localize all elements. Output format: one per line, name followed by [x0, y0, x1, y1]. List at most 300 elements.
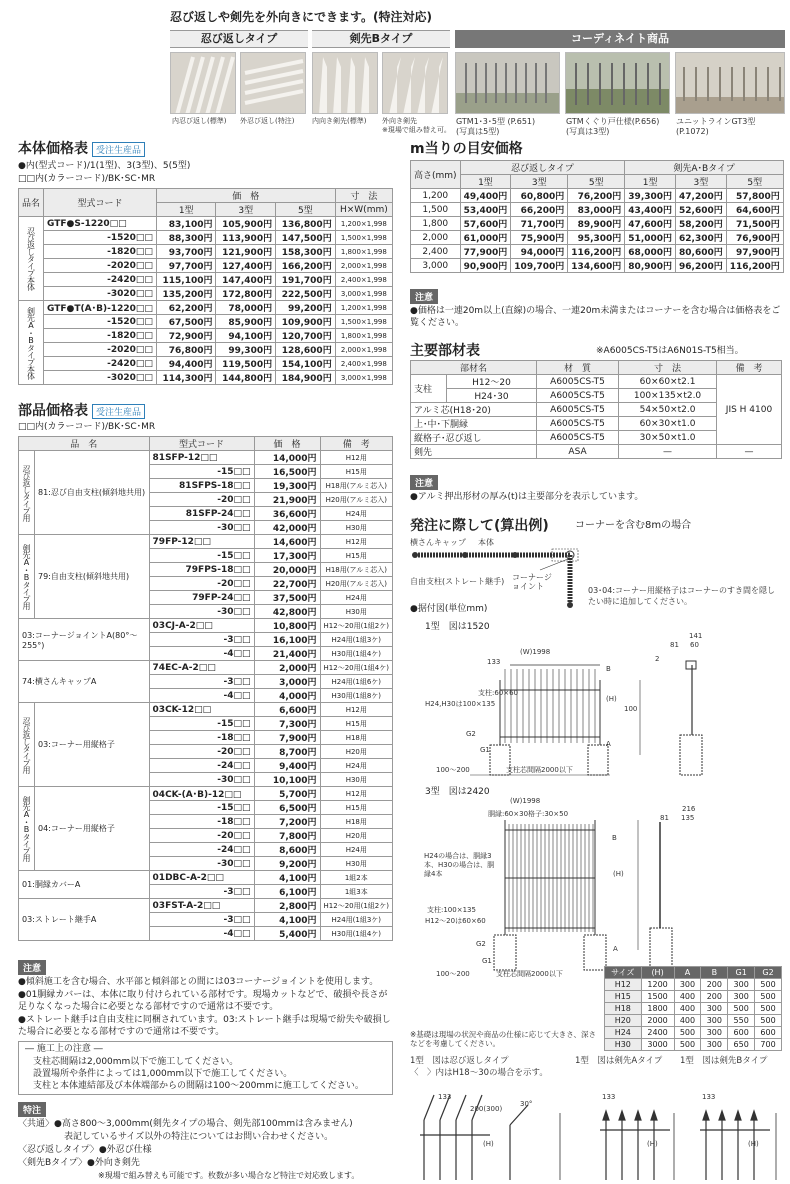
parts-model-code: -3□□ — [149, 633, 254, 647]
kensaki-b-type-heading: 剣先Bタイプ — [312, 30, 450, 48]
d1-141: 141 — [689, 632, 703, 640]
parts-price-row — [19, 451, 393, 465]
note-3: ●ストレート継手は自由支柱に同梱されています。03:ストレート継手は現場で紛失や破損した場合に必要となる部材ですので通常は不要です。 — [18, 1015, 391, 1037]
parts-model-code: -18□□ — [149, 731, 254, 745]
size-cell: 500 — [674, 1027, 701, 1039]
col-size: 寸 法 — [335, 189, 392, 203]
price-type3: 172,800円 — [216, 287, 276, 301]
parts-price: 6,600円 — [254, 703, 320, 717]
parts-note: H20用 — [320, 745, 392, 759]
size-cell: 400 — [674, 991, 701, 1003]
price-type5: 128,600円 — [276, 343, 336, 357]
parts-note: H12～20用(1組4ケ) — [320, 661, 392, 675]
body-price-row — [19, 231, 393, 245]
price-type1: 93,700円 — [156, 245, 216, 259]
size-cell: 300 — [701, 1003, 728, 1015]
model-code: GTF●S-1220□□ — [44, 217, 157, 231]
size-hw: 1,800×1,998 — [335, 329, 392, 343]
body-group-label: 忍び返しタイプ本体 — [19, 217, 44, 301]
size-hw: 1,200×1,998 — [335, 301, 392, 315]
size-cell: 300 — [701, 1015, 728, 1027]
meter-price: 76,900円 — [726, 231, 783, 245]
mat-part: アルミ芯(H18･20) — [411, 403, 537, 417]
meter-col-shinobi: 忍び返しタイプ — [460, 161, 625, 175]
parts-price-row — [19, 535, 393, 549]
parts-model-code: -30□□ — [149, 773, 254, 787]
price-type1: 72,900円 — [156, 329, 216, 343]
parts-model-code: -4□□ — [149, 689, 254, 703]
parts-price: 10,100円 — [254, 773, 320, 787]
mat-col-part: 部材名 — [411, 361, 537, 375]
size-hw: 2,400×1,998 — [335, 273, 392, 287]
body-price-row — [19, 273, 393, 287]
meter-note-head: 注意 — [410, 289, 438, 304]
parts-model-code: -4□□ — [149, 927, 254, 941]
meter-price: 97,900円 — [726, 245, 783, 259]
parts-note: H18用(アルミ芯入) — [320, 563, 392, 577]
size-cell: 500 — [755, 1015, 782, 1027]
label-cap: 横さんキャップ — [410, 538, 466, 547]
meter-col-s1: 1型 — [460, 175, 511, 189]
photo-inner-kensaki — [312, 52, 378, 114]
size-cell: 600 — [755, 1027, 782, 1039]
d3-b: B — [612, 834, 617, 842]
parts-side-label: 忍び返しタイプ用 — [19, 451, 35, 535]
model-code: -1520□□ — [44, 315, 157, 329]
meter-price-row — [411, 189, 784, 203]
body-price-row — [19, 315, 393, 329]
bottom-drawings — [410, 1085, 785, 1180]
price-type3: 78,000円 — [216, 301, 276, 315]
parts-model-code: 01DBC-A-2□□ — [149, 871, 254, 885]
parts-price: 20,000円 — [254, 563, 320, 577]
model-code: -1820□□ — [44, 329, 157, 343]
bottom-h3: (H) — [748, 1140, 759, 1148]
size-cell: 400 — [674, 1003, 701, 1015]
col-type3: 3型 — [216, 203, 276, 217]
parts-price-row — [19, 787, 393, 801]
parts-note: H30用(1組8ケ) — [320, 689, 392, 703]
model-code: -1820□□ — [44, 245, 157, 259]
meter-price: 61,000円 — [460, 231, 511, 245]
parts-model-code: -3□□ — [149, 913, 254, 927]
body-price-title-text: 本体価格表 — [18, 141, 88, 157]
meter-col-k5: 5型 — [726, 175, 783, 189]
col-price: 価 格 — [156, 189, 335, 203]
meter-price: 94,000円 — [511, 245, 568, 259]
special-head: 特注 — [18, 1102, 46, 1117]
parts-model-code: 79FP-12□□ — [149, 535, 254, 549]
body-legend-1: ●内(型式コード)/1(1型)、3(3型)、5(5型) — [18, 161, 191, 171]
meter-price: 57,800円 — [726, 189, 783, 203]
materials-remark: ※A6005CS-T5はA6N01S-T5相当。 — [596, 346, 744, 356]
parts-price: 37,500円 — [254, 591, 320, 605]
size-hw: 2,000×1,998 — [335, 259, 392, 273]
price-type5: 222,500円 — [276, 287, 336, 301]
meter-price: 68,000円 — [625, 245, 676, 259]
order-subtitle: コーナーを含む8mの場合 — [575, 520, 692, 531]
body-legend-2: □□内(カラーコード)/BK･SC･MR — [18, 174, 156, 184]
parts-note: H30用(1組4ケ) — [320, 927, 392, 941]
size-cell: 2400 — [641, 1027, 674, 1039]
body-price-row — [19, 245, 393, 259]
parts-price: 21,400円 — [254, 647, 320, 661]
meter-price: 75,900円 — [511, 231, 568, 245]
size-table — [604, 966, 782, 1051]
parts-price: 9,200円 — [254, 857, 320, 871]
parts-note: 1組2本 — [320, 871, 392, 885]
parts-group-name: 01:胴縁カバーA — [19, 871, 150, 899]
parts-side-label: 忍び返しタイプ用 — [19, 703, 35, 787]
parts-price: 36,600円 — [254, 507, 320, 521]
model-code: -3020□□ — [44, 287, 157, 301]
d3-note2: 格子:30×50 — [528, 810, 569, 818]
bottom-133-c: 133 — [702, 1093, 716, 1101]
parts-side-label: 剣先A・Bタイプ用 — [19, 787, 35, 871]
parts-model-code: -3□□ — [149, 675, 254, 689]
size-hw: 3,000×1,998 — [335, 287, 392, 301]
parts-price: 21,900円 — [254, 493, 320, 507]
d1-81: 81 — [670, 641, 679, 649]
caption-gtm: GTM1･3･5型 (P.651) — [456, 117, 536, 126]
meter-price-row — [411, 259, 784, 273]
parts-price: 7,300円 — [254, 717, 320, 731]
parts-note: H18用(アルミ芯入) — [320, 479, 392, 493]
label-corner-joint: コーナージョイント — [512, 573, 552, 591]
model-code: -2020□□ — [44, 259, 157, 273]
materials-row — [411, 375, 782, 389]
photo-inner-shinobi — [170, 52, 236, 114]
size-row — [605, 1015, 782, 1027]
d3-post: 支柱:100×135 — [427, 906, 476, 914]
construction-note-2: 設置場所や条件によっては1,000mm以下で施工してください。 — [33, 1069, 293, 1079]
meter-price: 39,300円 — [625, 189, 676, 203]
size-cell: 700 — [755, 1039, 782, 1051]
price-type5: 120,700円 — [276, 329, 336, 343]
mat-size: 100×135×t2.0 — [619, 389, 717, 403]
bottom-type3-title: 1型 図は剣先Bタイプ — [680, 1056, 768, 1066]
price-type3: 85,900円 — [216, 315, 276, 329]
meter-height: 2,400 — [411, 245, 461, 259]
d1-range: 100～200 — [436, 766, 470, 774]
price-type1: 94,400円 — [156, 357, 216, 371]
parts-price-row — [19, 871, 393, 885]
parts-price: 19,300円 — [254, 479, 320, 493]
meter-price: 43,400円 — [625, 203, 676, 217]
meter-price-row — [411, 231, 784, 245]
parts-group-name: 03:ストレート継手A — [19, 899, 150, 941]
parts-note: H12用 — [320, 535, 392, 549]
mat-size: 60×30×t1.0 — [619, 417, 717, 431]
parts-price-row — [19, 899, 393, 913]
special-4: 〈剣先Bタイプ〉●外向き剣先 — [18, 1158, 140, 1168]
parts-price-title — [18, 400, 145, 420]
size-row — [605, 979, 782, 991]
price-type1: 83,100円 — [156, 217, 216, 231]
materials-title: 主要部材表 — [410, 343, 480, 359]
size-cell: 600 — [728, 1027, 755, 1039]
mat-col-size: 寸 法 — [619, 361, 717, 375]
bottom-type1-title: 1型 図は忍び返しタイプ — [410, 1056, 509, 1066]
size-col-head: G1 — [728, 967, 755, 979]
parts-model-code: -15□□ — [149, 549, 254, 563]
price-type3: 105,900円 — [216, 217, 276, 231]
meter-col-kensaki: 剣先A･Bタイプ — [625, 161, 783, 175]
meter-height: 1,200 — [411, 189, 461, 203]
d3-135: 135 — [681, 814, 695, 822]
size-cell: 1500 — [641, 991, 674, 1003]
d3-post2: H12～20は60×60 — [425, 917, 486, 925]
parts-note: H20用 — [320, 829, 392, 843]
size-cell: 500 — [728, 1003, 755, 1015]
parts-group-name: 04:コーナー用縦格子 — [35, 787, 150, 871]
model-code: -2420□□ — [44, 273, 157, 287]
materials-row — [411, 445, 782, 459]
caption-unitline: ユニットラインGT3型 — [676, 117, 756, 126]
size-row — [605, 1003, 782, 1015]
size-cell: H20 — [605, 1015, 642, 1027]
parts-price: 4,100円 — [254, 871, 320, 885]
mat-material: A6005CS-T5 — [537, 417, 619, 431]
parts-note: H30用 — [320, 857, 392, 871]
size-hw: 2,400×1,998 — [335, 357, 392, 371]
mat-part: 上･中･下胴縁 — [411, 417, 537, 431]
col-type1: 1型 — [156, 203, 216, 217]
price-type3: 119,500円 — [216, 357, 276, 371]
parts-model-code: -15□□ — [149, 465, 254, 479]
drawing3-title: 3型 図は2420 — [425, 787, 490, 797]
d3-h: (H) — [613, 870, 624, 878]
d3-width: (W)1998 — [510, 797, 541, 805]
parts-model-code: -3□□ — [149, 885, 254, 899]
meter-height: 3,000 — [411, 259, 461, 273]
parts-note: H15用 — [320, 549, 392, 563]
mat-size: 54×50×t2.0 — [619, 403, 717, 417]
parts-price: 5,700円 — [254, 787, 320, 801]
parts-price-title-text: 部品価格表 — [18, 403, 88, 419]
meter-price-row — [411, 203, 784, 217]
d1-b: B — [606, 665, 611, 673]
size-cell: 2000 — [641, 1015, 674, 1027]
body-price-row — [19, 343, 393, 357]
d1-60: 60 — [690, 641, 699, 649]
parts-price: 42,000円 — [254, 521, 320, 535]
parts-note: H12用 — [320, 787, 392, 801]
size-row — [605, 1039, 782, 1051]
caption-unitline-sub: (P.1072) — [676, 127, 709, 136]
model-code: -1520□□ — [44, 231, 157, 245]
price-type1: 135,200円 — [156, 287, 216, 301]
caption-gtm-sub: (写真は5型) — [456, 127, 500, 136]
parts-price: 14,000円 — [254, 451, 320, 465]
bottom-133: 133 — [438, 1093, 452, 1101]
note-2: ●01胴縁カバーは、本体に取り付けられている部材です。現場カットなどで、破損や長さが足りなくなった場合に必要となる部材ですので通常は不要です。 — [18, 990, 388, 1012]
col-code: 型式コード — [44, 189, 157, 217]
foundation-note: ※基礎は現場の状況や商品の仕様に応じて大きさ、深さなどを考慮してください。 — [410, 1030, 596, 1048]
parts-price: 17,300円 — [254, 549, 320, 563]
mat-material: A6005CS-T5 — [537, 431, 619, 445]
d1-post2: H24,H30は100×135 — [425, 700, 496, 708]
materials-note: ●アルミ押出形材の厚み(t)は主要部分を表示しています。 — [410, 492, 644, 502]
note-1: ●傾斜施工を含む場合、水平部と傾斜部との間には03コーナージョイントを使用します。 — [18, 977, 379, 987]
parts-price-table — [18, 436, 393, 941]
size-cell: 500 — [755, 979, 782, 991]
bottom-type1-sub: 〈 〉内はH18～30の場合を示す。 — [410, 1068, 548, 1078]
shinobi-type-heading: 忍び返しタイプ — [170, 30, 308, 48]
mat-size: 60×60×t2.1 — [619, 375, 717, 389]
parts-price-row — [19, 703, 393, 717]
parts-model-code: 81SFPS-18□□ — [149, 479, 254, 493]
body-price-row — [19, 357, 393, 371]
parts-col-note: 備 考 — [320, 437, 392, 451]
meter-col-s3: 3型 — [511, 175, 568, 189]
meter-col-k3: 3型 — [676, 175, 727, 189]
parts-price: 9,400円 — [254, 759, 320, 773]
meter-col-s5: 5型 — [568, 175, 625, 189]
parts-price: 42,800円 — [254, 605, 320, 619]
construction-note-3: 支柱と本体連結部及び本体端部からの間隔は100～200mmに施工してください。 — [33, 1081, 364, 1091]
mat-part: 剣先 — [411, 445, 537, 459]
price-type3: 113,900円 — [216, 231, 276, 245]
parts-price: 2,800円 — [254, 899, 320, 913]
parts-note: H24用 — [320, 759, 392, 773]
parts-model-code: -24□□ — [149, 843, 254, 857]
meter-price: 52,600円 — [676, 203, 727, 217]
d3-g2: G2 — [476, 940, 486, 948]
order-title: 発注に際して(算出例) — [410, 518, 549, 534]
d3-range: 100～200 — [436, 970, 470, 978]
meter-price: 90,900円 — [460, 259, 511, 273]
price-type5: 109,900円 — [276, 315, 336, 329]
size-col-head: A — [674, 967, 701, 979]
mat-size: 30×50×t1.0 — [619, 431, 717, 445]
bottom-30deg: 30° — [520, 1100, 533, 1108]
price-type3: 99,300円 — [216, 343, 276, 357]
parts-col-code: 型式コード — [149, 437, 254, 451]
photo-gtm — [455, 52, 560, 114]
body-group-label: 剣先A・Bタイプ本体 — [19, 301, 44, 385]
price-type1: 62,200円 — [156, 301, 216, 315]
parts-price: 4,100円 — [254, 913, 320, 927]
col-hinmei: 品名 — [19, 189, 44, 217]
price-type5: 158,300円 — [276, 245, 336, 259]
d1-g2: G2 — [466, 730, 476, 738]
materials-note-head: 注意 — [410, 475, 438, 490]
parts-group-name: 79:自由支柱(傾斜地共用) — [35, 535, 150, 619]
d1-post: 支柱:60×60 — [478, 689, 519, 697]
size-cell: 400 — [674, 1015, 701, 1027]
construction-note-box — [18, 1041, 393, 1095]
d3-81: 81 — [660, 814, 669, 822]
parts-note: H15用 — [320, 465, 392, 479]
caption-outer-kensaki-note: ※現場で組み替え可。 — [382, 126, 451, 134]
meter-col-k1: 1型 — [625, 175, 676, 189]
parts-price: 3,000円 — [254, 675, 320, 689]
parts-model-code: 79FPS-18□□ — [149, 563, 254, 577]
meter-price: 51,000円 — [625, 231, 676, 245]
price-type5: 147,500円 — [276, 231, 336, 245]
size-hw: 3,000×1,998 — [335, 371, 392, 385]
parts-price: 4,000円 — [254, 689, 320, 703]
mat-material: A6005CS-T5 — [537, 389, 619, 403]
size-hw: 1,500×1,998 — [335, 315, 392, 329]
parts-note: H24用(1組6ケ) — [320, 675, 392, 689]
meter-price: 71,500円 — [726, 217, 783, 231]
d3-g1: G1 — [482, 957, 492, 965]
meter-price: 77,900円 — [460, 245, 511, 259]
meter-price: 66,200円 — [511, 203, 568, 217]
model-code: -2020□□ — [44, 343, 157, 357]
mat-material: A6005CS-T5 — [537, 375, 619, 389]
caption-inner-kensaki: 内向き剣先(標準) — [312, 117, 367, 125]
mat-material: A6005CS-T5 — [537, 403, 619, 417]
parts-note: H18用 — [320, 731, 392, 745]
meter-price: 58,200円 — [676, 217, 727, 231]
parts-model-code: 79FP-24□□ — [149, 591, 254, 605]
parts-model-code: -18□□ — [149, 815, 254, 829]
size-cell: H15 — [605, 991, 642, 1003]
body-price-title — [18, 138, 145, 158]
mat-part: 縦格子･忍び返し — [411, 431, 537, 445]
parts-model-code: -20□□ — [149, 829, 254, 843]
meter-price: 134,600円 — [568, 259, 625, 273]
mat-material: ASA — [537, 445, 619, 459]
mat-note: — — [717, 445, 782, 459]
parts-model-code: 04CK-(A･B)-12□□ — [149, 787, 254, 801]
meter-price: 80,600円 — [676, 245, 727, 259]
mat-sub: H12～20 — [447, 375, 537, 389]
size-hw: 1,800×1,998 — [335, 245, 392, 259]
body-price-row — [19, 259, 393, 273]
caption-outer-kensaki: 外向き剣先 — [382, 117, 417, 125]
photo-unitline — [675, 52, 785, 114]
parts-note: H12用 — [320, 703, 392, 717]
parts-group-name: 03:コーナー用縦格子 — [35, 703, 150, 787]
meter-price: 109,700円 — [511, 259, 568, 273]
mat-sub: H24･30 — [447, 389, 537, 403]
drawing-type3 — [410, 800, 785, 975]
parts-price: 6,500円 — [254, 801, 320, 815]
size-cell: H12 — [605, 979, 642, 991]
bottom-200: 200(300) — [470, 1105, 503, 1113]
meter-price: 89,900円 — [568, 217, 625, 231]
meter-price: 47,600円 — [625, 217, 676, 231]
meter-price: 71,700円 — [511, 217, 568, 231]
materials-table — [410, 360, 782, 459]
model-code: GTF●T(A･B)-1220□□ — [44, 301, 157, 315]
parts-price: 22,700円 — [254, 577, 320, 591]
meter-price-row — [411, 217, 784, 231]
size-cell: 500 — [755, 991, 782, 1003]
price-type3: 127,400円 — [216, 259, 276, 273]
parts-price: 5,400円 — [254, 927, 320, 941]
caption-gtm-gate: GTMくぐり戸仕様(P.656) — [566, 117, 660, 126]
parts-price: 14,600円 — [254, 535, 320, 549]
notes-head: 注意 — [18, 960, 46, 975]
parts-model-code: -15□□ — [149, 801, 254, 815]
parts-model-code: 03CJ-A-2□□ — [149, 619, 254, 633]
d1-133: 133 — [487, 658, 501, 666]
d1-width: (W)1998 — [520, 648, 551, 656]
parts-note: H30用 — [320, 605, 392, 619]
meter-price: 95,300円 — [568, 231, 625, 245]
price-type1: 76,800円 — [156, 343, 216, 357]
parts-price: 8,700円 — [254, 745, 320, 759]
d1-a: A — [606, 740, 611, 748]
body-price-table — [18, 188, 393, 385]
d1-100: 100 — [624, 705, 638, 713]
price-type3: 121,900円 — [216, 245, 276, 259]
